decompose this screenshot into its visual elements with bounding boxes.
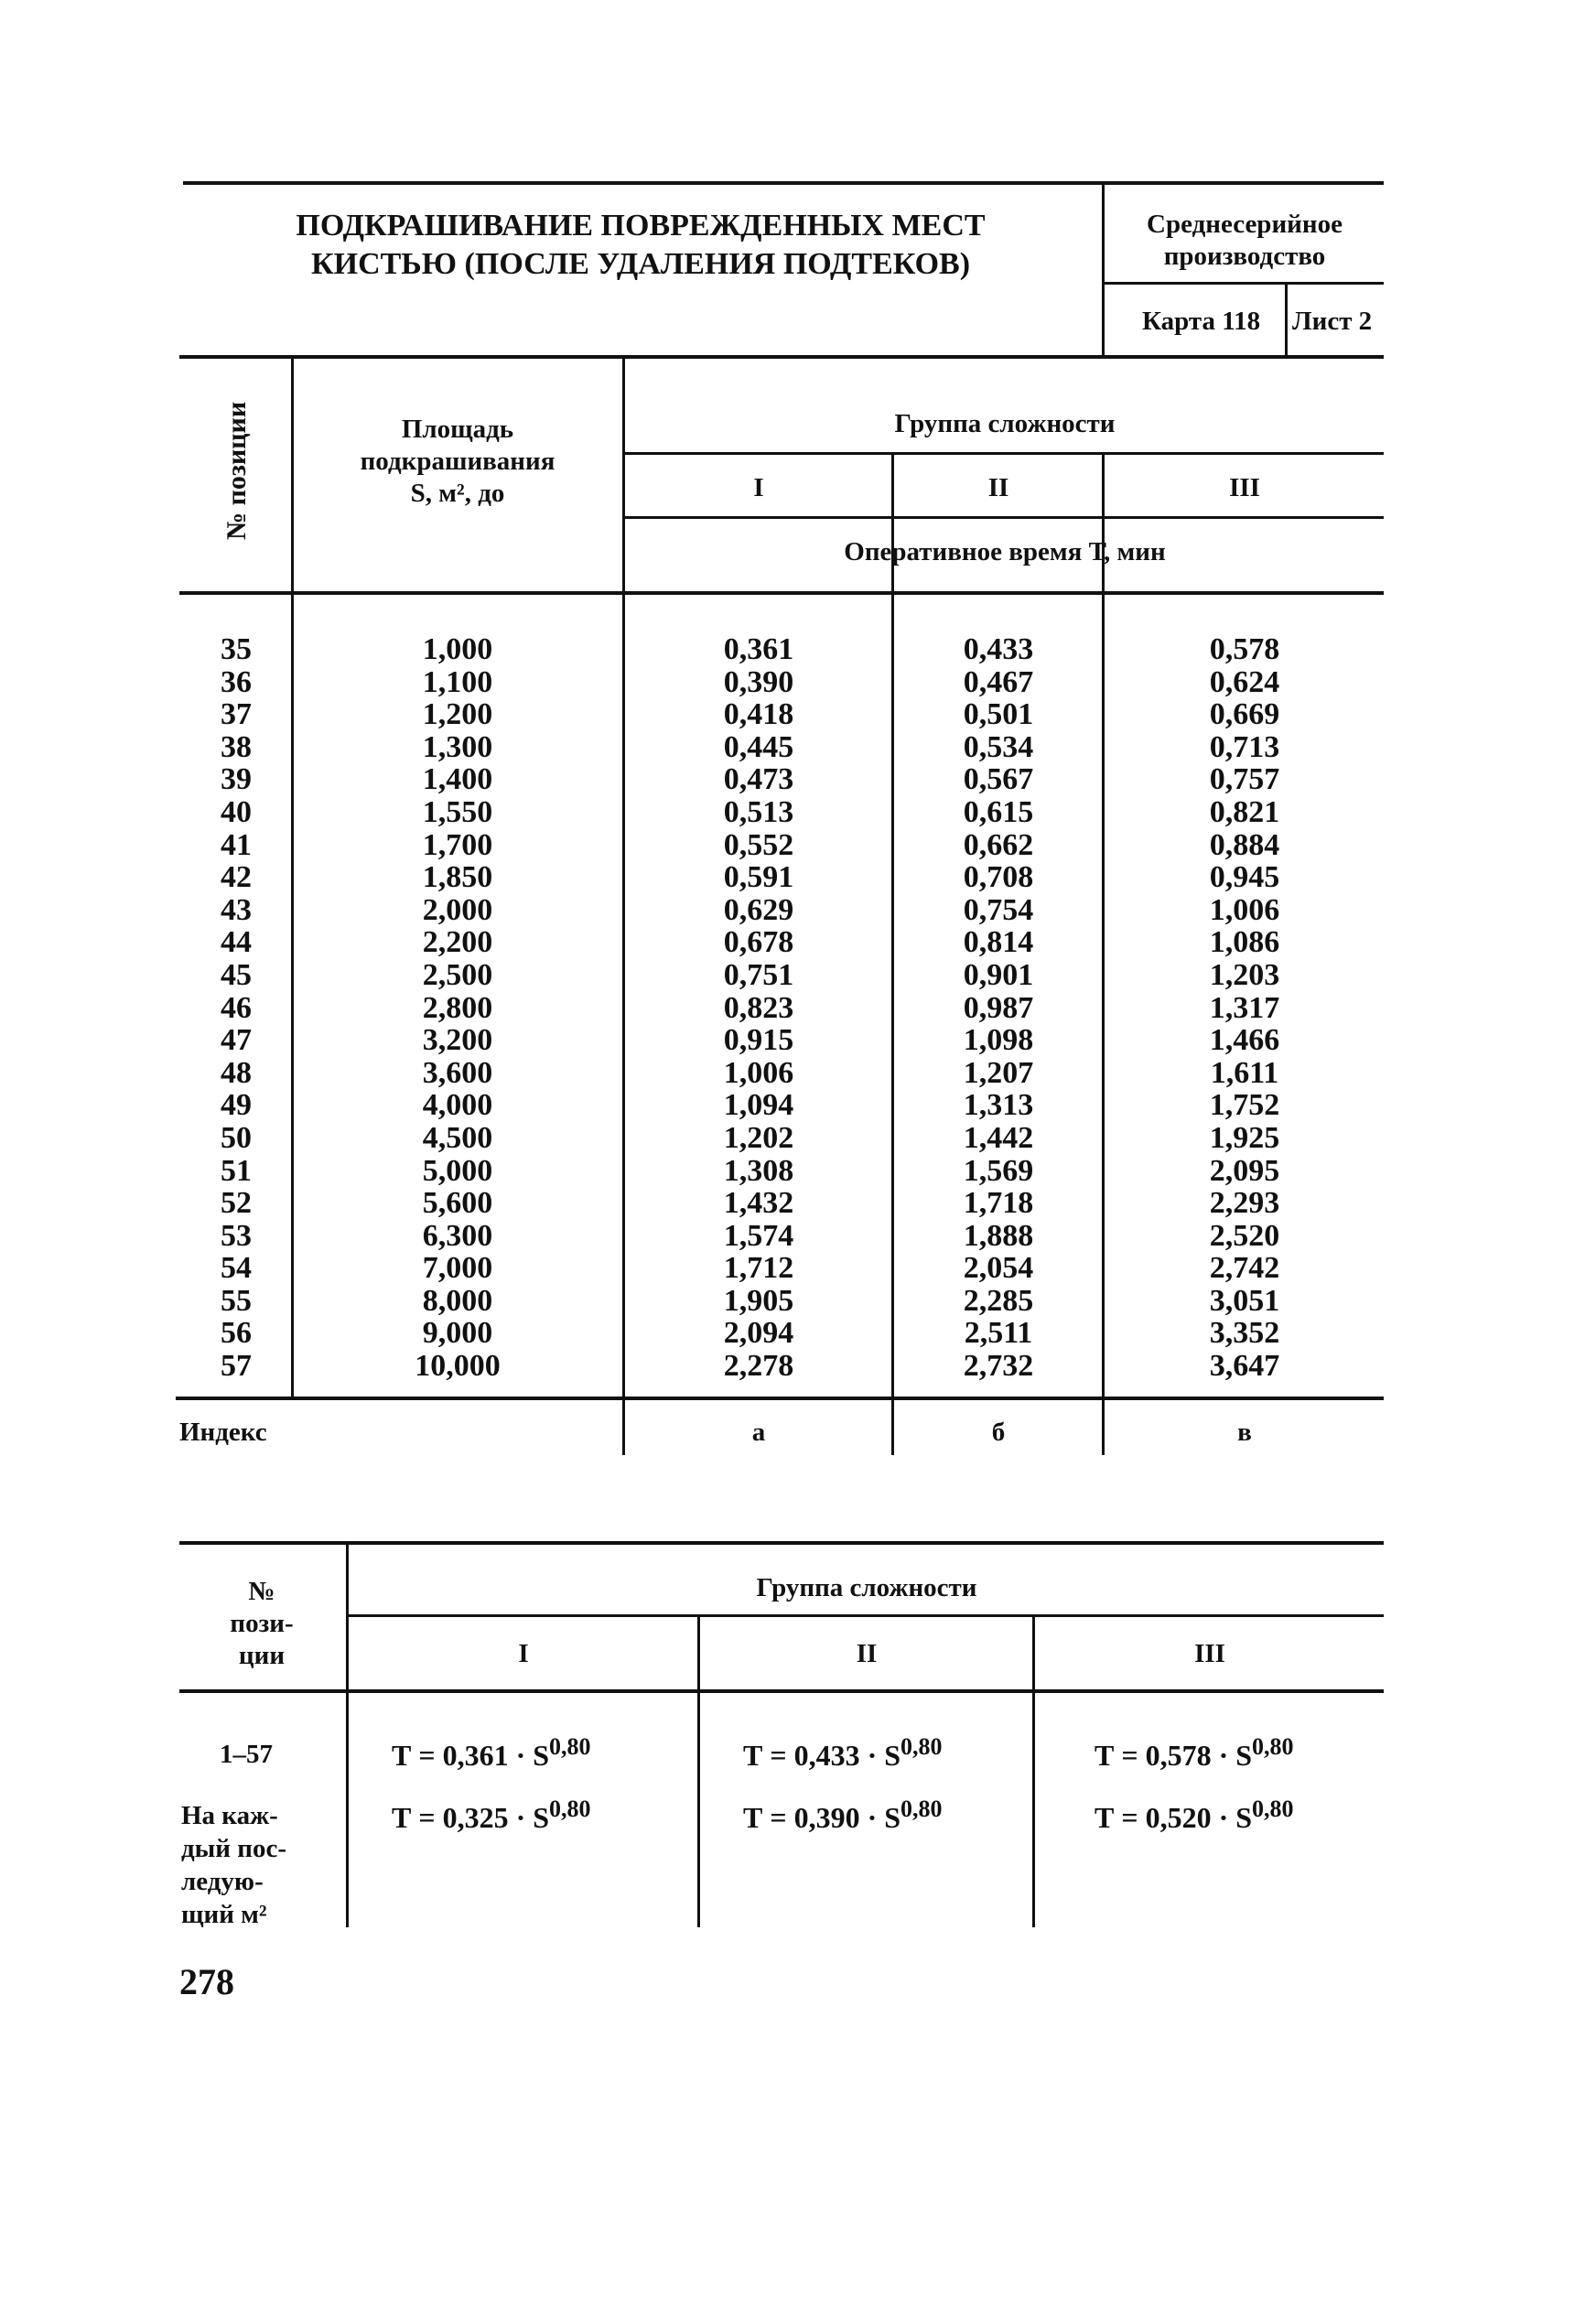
group3-cell: 2,095 bbox=[1209, 1153, 1280, 1188]
table2-group-header: Группа сложности bbox=[756, 1573, 977, 1602]
formula-row1-group1: Т = 0,361 · S$^{0,80}$ bbox=[392, 1733, 591, 1772]
position-cell: 45 bbox=[221, 957, 252, 992]
area-cell: 10,000 bbox=[415, 1349, 501, 1384]
areas-column bbox=[295, 633, 620, 1383]
group3-cell: 2,520 bbox=[1209, 1218, 1280, 1253]
group3-cell: 0,713 bbox=[1209, 729, 1280, 764]
area-cell: 1,200 bbox=[422, 697, 493, 732]
group2-cell: 1,098 bbox=[963, 1023, 1034, 1058]
group3-cell: 1,466 bbox=[1209, 1023, 1280, 1058]
group1-cell: 1,712 bbox=[723, 1251, 794, 1286]
index-a: а bbox=[751, 1418, 766, 1447]
group2-cell: 0,534 bbox=[963, 729, 1034, 764]
group1-cell: 0,751 bbox=[723, 957, 794, 992]
position-cell: 53 bbox=[221, 1218, 252, 1253]
table1-header-bottom-rule bbox=[179, 591, 1384, 595]
group1-cell: 0,445 bbox=[723, 729, 794, 764]
group3-cell: 0,757 bbox=[1209, 762, 1280, 797]
group2-cell: 1,718 bbox=[963, 1186, 1034, 1221]
positions-column bbox=[183, 633, 289, 1383]
area-cell: 9,000 bbox=[422, 1316, 493, 1351]
group1-cell: 0,915 bbox=[723, 1023, 794, 1058]
table2-position-header: № пози- ции bbox=[230, 1577, 294, 1670]
area-cell: 1,000 bbox=[422, 632, 493, 666]
group2-cell: 2,511 bbox=[964, 1316, 1033, 1351]
position-cell: 54 bbox=[221, 1251, 252, 1286]
production-type: Среднесерийное производство bbox=[1147, 210, 1343, 271]
table2-group-i: I bbox=[518, 1639, 529, 1668]
area-cell: 5,600 bbox=[422, 1186, 493, 1221]
group1-cell: 0,552 bbox=[723, 827, 794, 862]
table2-vline-3 bbox=[1032, 1616, 1035, 1927]
position-cell: 46 bbox=[221, 990, 252, 1025]
group2-cell: 0,662 bbox=[963, 827, 1034, 862]
group3-cell: 1,317 bbox=[1209, 990, 1280, 1025]
area-cell: 3,600 bbox=[422, 1055, 493, 1090]
group-iii-header: III bbox=[1229, 473, 1260, 502]
column-header-position: № позиции bbox=[221, 401, 252, 540]
group3-cell: 0,884 bbox=[1209, 827, 1280, 862]
table2-header-bottom-rule bbox=[179, 1689, 1384, 1693]
group3-cell: 2,742 bbox=[1209, 1251, 1280, 1286]
header-divider bbox=[1102, 181, 1105, 359]
group1-cell: 2,278 bbox=[723, 1349, 794, 1384]
group3-cell: 1,006 bbox=[1209, 892, 1280, 927]
table1-index-vline bbox=[622, 1400, 625, 1455]
position-cell: 51 bbox=[221, 1153, 252, 1188]
table1-vline-2 bbox=[622, 357, 625, 1400]
group2-cell: 0,615 bbox=[963, 794, 1034, 829]
area-cell: 5,000 bbox=[422, 1153, 493, 1188]
group2-cell: 1,313 bbox=[963, 1088, 1034, 1123]
table2-group-iii: III bbox=[1194, 1639, 1225, 1668]
card-sheet-divider bbox=[1285, 284, 1288, 359]
position-cell: 43 bbox=[221, 892, 252, 927]
area-cell: 1,100 bbox=[422, 664, 493, 699]
group-header: Группа сложности bbox=[894, 409, 1116, 438]
position-cell: 52 bbox=[221, 1186, 252, 1221]
group2-cell: 0,987 bbox=[963, 990, 1034, 1025]
group1-cell: 1,432 bbox=[723, 1186, 794, 1221]
group1-column bbox=[626, 633, 891, 1383]
time-header: Оперативное время Т, мин bbox=[844, 537, 1166, 566]
group1-cell: 1,574 bbox=[723, 1218, 794, 1253]
table2-row1-label: 1–57 bbox=[220, 1740, 273, 1769]
area-cell: 6,300 bbox=[422, 1218, 493, 1253]
group3-cell: 0,578 bbox=[1209, 632, 1280, 666]
group2-cell: 2,054 bbox=[963, 1251, 1034, 1286]
position-cell: 49 bbox=[221, 1088, 252, 1123]
position-cell: 47 bbox=[221, 1023, 252, 1058]
area-cell: 2,500 bbox=[422, 957, 493, 992]
position-cell: 41 bbox=[221, 827, 252, 862]
area-cell: 3,200 bbox=[422, 1023, 493, 1058]
area-cell: 1,700 bbox=[422, 827, 493, 862]
position-cell: 48 bbox=[221, 1055, 252, 1090]
position-cell: 55 bbox=[221, 1283, 252, 1318]
group2-cell: 0,433 bbox=[963, 632, 1034, 666]
group3-cell: 3,051 bbox=[1209, 1283, 1280, 1318]
formula-row2-group2: Т = 0,390 · S$^{0,80}$ bbox=[743, 1796, 943, 1834]
card-number: Карта 118 bbox=[1142, 307, 1261, 336]
area-cell: 2,200 bbox=[422, 925, 493, 960]
page-title: ПОДКРАШИВАНИЕ ПОВРЕЖДЕННЫХ МЕСТ КИСТЬЮ (ПОСЛЕ УДАЛЕНИЯ ПОДТЕКОВ) bbox=[296, 209, 986, 281]
group1-cell: 2,094 bbox=[723, 1316, 794, 1351]
group2-column bbox=[895, 633, 1102, 1383]
group1-cell: 0,591 bbox=[723, 860, 794, 895]
group3-cell: 2,293 bbox=[1209, 1186, 1280, 1221]
group1-cell: 0,629 bbox=[723, 892, 794, 927]
group2-cell: 0,754 bbox=[963, 892, 1034, 927]
index-label: Индекс bbox=[179, 1418, 267, 1447]
area-cell: 2,800 bbox=[422, 990, 493, 1025]
area-cell: 1,300 bbox=[422, 729, 493, 764]
group3-cell: 0,669 bbox=[1209, 697, 1280, 732]
group2-cell: 1,888 bbox=[963, 1218, 1034, 1253]
table2-group-rule bbox=[348, 1614, 1384, 1617]
position-cell: 50 bbox=[221, 1120, 252, 1155]
group1-cell: 0,390 bbox=[723, 664, 794, 699]
header-top-rule bbox=[183, 181, 1384, 185]
position-cell: 42 bbox=[221, 860, 252, 895]
table1-top-rule bbox=[179, 355, 1384, 359]
position-cell: 35 bbox=[221, 632, 252, 666]
position-cell: 44 bbox=[221, 925, 252, 960]
index-b: б bbox=[991, 1418, 1006, 1447]
formula-row1-group3: Т = 0,578 · S$^{0,80}$ bbox=[1095, 1733, 1294, 1772]
area-cell: 4,500 bbox=[422, 1120, 493, 1155]
group1-cell: 1,202 bbox=[723, 1120, 794, 1155]
position-cell: 56 bbox=[221, 1316, 252, 1351]
position-cell: 37 bbox=[221, 697, 252, 732]
group2-cell: 2,732 bbox=[963, 1349, 1034, 1384]
group2-cell: 0,814 bbox=[963, 925, 1034, 960]
group3-cell: 0,945 bbox=[1209, 860, 1280, 895]
area-cell: 1,550 bbox=[422, 794, 493, 829]
area-cell: 2,000 bbox=[422, 892, 493, 927]
sheet-number: Лист 2 bbox=[1292, 307, 1373, 336]
group2-cell: 0,567 bbox=[963, 762, 1034, 797]
group1-cell: 0,418 bbox=[723, 697, 794, 732]
group3-cell: 0,624 bbox=[1209, 664, 1280, 699]
position-cell: 38 bbox=[221, 729, 252, 764]
table1-vline-1 bbox=[291, 357, 294, 1400]
group3-cell: 1,925 bbox=[1209, 1120, 1280, 1155]
table2-group-ii: II bbox=[856, 1639, 878, 1668]
group3-cell: 3,352 bbox=[1209, 1316, 1280, 1351]
group1-cell: 0,473 bbox=[723, 762, 794, 797]
formula-row2-group3: Т = 0,520 · S$^{0,80}$ bbox=[1095, 1796, 1294, 1834]
group2-cell: 0,467 bbox=[963, 664, 1034, 699]
group1-cell: 0,823 bbox=[723, 990, 794, 1025]
group1-cell: 1,308 bbox=[723, 1153, 794, 1188]
group-rule bbox=[624, 452, 1384, 455]
area-cell: 1,400 bbox=[422, 762, 493, 797]
group2-cell: 0,708 bbox=[963, 860, 1034, 895]
group1-cell: 0,361 bbox=[723, 632, 794, 666]
formula-row1-group2: Т = 0,433 · S$^{0,80}$ bbox=[743, 1733, 943, 1772]
header-mid-rule bbox=[1104, 282, 1384, 285]
area-cell: 8,000 bbox=[422, 1283, 493, 1318]
group-i-header: I bbox=[753, 473, 764, 502]
group2-cell: 1,569 bbox=[963, 1153, 1034, 1188]
table2-row2-label: На каж- дый пос- ледую- щий м² bbox=[181, 1801, 287, 1929]
group1-cell: 1,094 bbox=[723, 1088, 794, 1123]
group2-cell: 1,207 bbox=[963, 1055, 1034, 1090]
group2-cell: 2,285 bbox=[963, 1283, 1034, 1318]
group3-cell: 1,611 bbox=[1210, 1055, 1279, 1090]
column-header-area: Площадь подкрашивания S, м², до bbox=[360, 415, 555, 508]
time-rule bbox=[624, 516, 1384, 519]
table2-vline-2 bbox=[697, 1616, 700, 1927]
group3-cell: 0,821 bbox=[1209, 794, 1280, 829]
table2-top-rule bbox=[179, 1541, 1384, 1545]
group3-column bbox=[1105, 633, 1384, 1383]
index-c: в bbox=[1237, 1418, 1252, 1447]
group3-cell: 1,752 bbox=[1209, 1088, 1280, 1123]
group1-cell: 1,905 bbox=[723, 1283, 794, 1318]
position-cell: 36 bbox=[221, 664, 252, 699]
table1-vline-3 bbox=[891, 454, 894, 1455]
group2-cell: 0,501 bbox=[963, 697, 1034, 732]
group3-cell: 1,086 bbox=[1209, 925, 1280, 960]
area-cell: 1,850 bbox=[422, 860, 493, 895]
area-cell: 7,000 bbox=[422, 1251, 493, 1286]
formula-row2-group1: Т = 0,325 · S$^{0,80}$ bbox=[392, 1796, 591, 1834]
group2-cell: 0,901 bbox=[963, 957, 1034, 992]
group-ii-header: II bbox=[987, 473, 1009, 502]
page-number: 278 bbox=[179, 1961, 234, 2002]
group1-cell: 0,513 bbox=[723, 794, 794, 829]
group3-cell: 3,647 bbox=[1209, 1349, 1280, 1384]
group1-cell: 0,678 bbox=[723, 925, 794, 960]
position-cell: 40 bbox=[221, 794, 252, 829]
group2-cell: 1,442 bbox=[963, 1120, 1034, 1155]
table1-vline-4 bbox=[1102, 454, 1105, 1455]
position-cell: 39 bbox=[221, 762, 252, 797]
area-cell: 4,000 bbox=[422, 1088, 493, 1123]
table2-vline-1 bbox=[346, 1543, 349, 1927]
position-cell: 57 bbox=[221, 1349, 252, 1384]
group3-cell: 1,203 bbox=[1209, 957, 1280, 992]
table1-bottom-rule bbox=[176, 1397, 1384, 1400]
group1-cell: 1,006 bbox=[723, 1055, 794, 1090]
